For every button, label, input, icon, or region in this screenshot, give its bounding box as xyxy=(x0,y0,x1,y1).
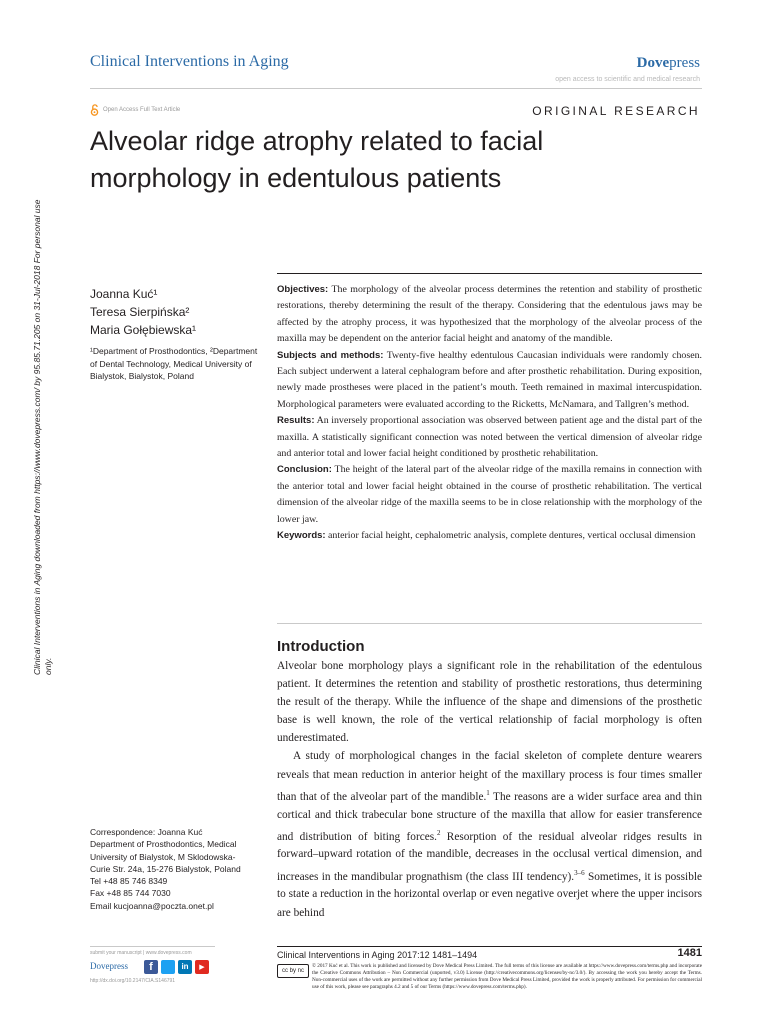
social-links xyxy=(144,960,209,974)
download-watermark-text: Clinical Interventions in Aging downloaded from https://www.dovepress.com/ by 95.85.71.205 on 31-Jul-2018 For personal use only. xyxy=(32,199,53,675)
affiliations: ¹Department of Prosthodontics, ²Department of Dental Technology, Medical University of Bialystok, Bialystok, Poland xyxy=(90,346,258,381)
results-label: Results: xyxy=(277,415,315,427)
correspondence xyxy=(90,826,265,912)
section-heading-introduction: Introduction xyxy=(277,638,365,655)
keywords-text: anterior facial height, cephalometric analysis, complete dentures, vertical occlusal dimension xyxy=(328,530,696,542)
intro-paragraph-1: Alveolar bone morphology plays a significant role in the rehabilitation of the edentulous patient. It determines the retention and stability of prosthetic restorations, thus determining the result of the therapy. While the influence of the shape and dimensions of the prosthetic base is well known, the role of the vertical relationship of facial morphology is often underestimated. xyxy=(277,660,702,745)
footer-brand[interactable]: Dovepress xyxy=(90,961,128,971)
objectives-label: Objectives: xyxy=(277,284,329,295)
conclusion-text: The height of the lateral part of the alveolar ridge of the maxilla remains in connection with the anterior total and lower facial height obtained in the course of prosthetic rehabilitation. The vertical dimension of the alveolar ridge of the maxilla seems to be in close relationship with the morphology of the lower jaw. xyxy=(277,464,702,525)
intro-text: Sometimes, it is possible to state a reduction in the horizontal overlap or even negative overjet where the upper incisors are behind xyxy=(277,870,702,919)
abstract-top-rule xyxy=(277,273,702,274)
brand-bold: Dove xyxy=(636,55,670,71)
brand-rest: press xyxy=(669,55,700,71)
download-watermark xyxy=(20,195,53,675)
results-text: An inversely proportional association was observed between patient age and the distal part of the maxilla. A statistically significant connection was noted between the vertical dimension of alveolar ridge and anterior total and lower facial height conditioned by prosthetic rehabilitation. xyxy=(277,415,702,460)
article-type: ORIGINAL RESEARCH xyxy=(532,104,700,118)
author-list xyxy=(90,285,196,339)
abstract-keywords xyxy=(277,528,702,544)
correspondence-line: University of Bialystok, M Sklodowska- xyxy=(90,851,236,862)
open-access-text: Open Access Full Text Article xyxy=(103,107,181,113)
author[interactable]: Maria Gołębiewska¹ xyxy=(90,323,197,337)
facebook-icon[interactable]: f xyxy=(144,960,158,974)
intro-text: Resorption of the residual alveolar ridges results in forward–upward rotation of the mandible, decreases in the occlusal vertical dimension, and increases in the mandibular prognathism (the class III tendency). xyxy=(277,830,702,883)
citation-ref[interactable]: 2 xyxy=(436,828,441,837)
youtube-icon[interactable]: ▶ xyxy=(195,960,209,974)
brand-tagline: open access to scientific and medical research xyxy=(555,76,700,83)
author[interactable]: Joanna Kuć¹ xyxy=(90,287,158,301)
conclusion-label: Conclusion: xyxy=(277,464,332,476)
creative-commons-icon[interactable]: cc by nc xyxy=(277,964,309,978)
correspondence-line: Department of Prosthodontics, Medical xyxy=(90,839,237,850)
methods-text: Twenty-five healthy edentulous Caucasian individuals were randomly chosen. Each subject underwent a lateral cephalogram before and after prosthetic rehabilitation. During exposition, newly made prostheses were placed in the patient’s mouth. Teeth remained in maximal intercuspidation. Morphological parameters were evaluated according to the Ricketts, McNamara, and Tallgren’s method. xyxy=(277,349,703,410)
doi-link[interactable]: http://dx.doi.org/10.2147/CIA.S146791 xyxy=(90,978,176,984)
twitter-icon[interactable] xyxy=(161,960,175,974)
correspondence-line: Tel +48 85 746 8349 xyxy=(90,876,168,887)
intro-paragraph-2 xyxy=(277,747,702,921)
introduction-body xyxy=(277,657,702,922)
linkedin-icon[interactable]: in xyxy=(178,960,192,974)
journal-citation: Clinical Interventions in Aging 2017:12 1481–1494 xyxy=(277,950,478,960)
abstract xyxy=(277,282,702,545)
objectives-text: The morphology of the alveolar process determines the retention and stability of prosthetic restorations, thereby determining the result of the therapy. Considering that the edentulous jaws may be affected by the atrophy process, it was hypothesized that the morphology of the alveolar process of the maxilla may be dependent on the anterior facial height and anatomy of the mandible. xyxy=(277,284,702,345)
open-access-lock-icon xyxy=(90,104,99,116)
abstract-objectives xyxy=(277,282,702,348)
correspondence-line: Curie Str. 24a, 15-276 Bialystok, Poland xyxy=(90,863,241,874)
citation-ref[interactable]: 1 xyxy=(486,788,490,797)
footer-right-rule xyxy=(277,946,702,947)
dovepress-logo[interactable] xyxy=(637,55,700,72)
abstract-methods xyxy=(277,348,702,414)
page-number: 1481 xyxy=(677,947,702,959)
header-divider xyxy=(90,88,702,89)
license-text: © 2017 Kuć et al. This work is published and licensed by Dove Medical Press Limited. The full terms of this license are available at https://www.dovepress.com/terms.php and incorporate the Creative Commons Attribution – Non Commercial (unported, v3.0) License (http://creativecommons.org/licenses/by-nc/3.0/). By accessing the work you hereby accept the Terms. Non-commercial uses of the work are permitted without any further permission from Dove Medical Press Limited, provided the work is properly attributed. For permission for commercial use of this work, please see paragraphs 4.2 and 5 of our Terms (https://www.dovepress.com/terms.php). xyxy=(312,963,702,990)
author[interactable]: Teresa Sierpińska² xyxy=(90,305,190,319)
methods-label: Subjects and methods: xyxy=(277,349,384,361)
submit-manuscript-link[interactable]: submit your manuscript | www.dovepress.com xyxy=(90,950,192,956)
citation-ref[interactable]: 3–6 xyxy=(574,868,585,877)
correspondence-line: Fax +48 85 744 7030 xyxy=(90,888,171,899)
correspondence-email[interactable]: Email kucjoanna@poczta.onet.pl xyxy=(90,900,214,911)
abstract-bottom-rule xyxy=(277,623,702,624)
abstract-results xyxy=(277,413,702,462)
article-title: Alveolar ridge atrophy related to facial morphology in edentulous patients xyxy=(90,126,544,193)
correspondence-line: Correspondence: Joanna Kuć xyxy=(90,827,203,837)
journal-name[interactable]: Clinical Interventions in Aging xyxy=(90,53,289,70)
keywords-label: Keywords: xyxy=(277,530,326,542)
open-access-label xyxy=(90,104,180,116)
intro-text: The reasons are a wider surface area and thin cortical and thick trabecular bone structure of the maxilla that allow for easier transference and distribution of biting forces. xyxy=(277,790,702,843)
intro-text: A study of morphological changes in the facial skeleton of complete denture wearers reveals that mean reduction in anterior height of the maxillary process is four times smaller than that of the alveolar part of the mandible. xyxy=(277,750,702,803)
footer-left-rule xyxy=(90,946,215,947)
abstract-conclusion xyxy=(277,462,702,528)
